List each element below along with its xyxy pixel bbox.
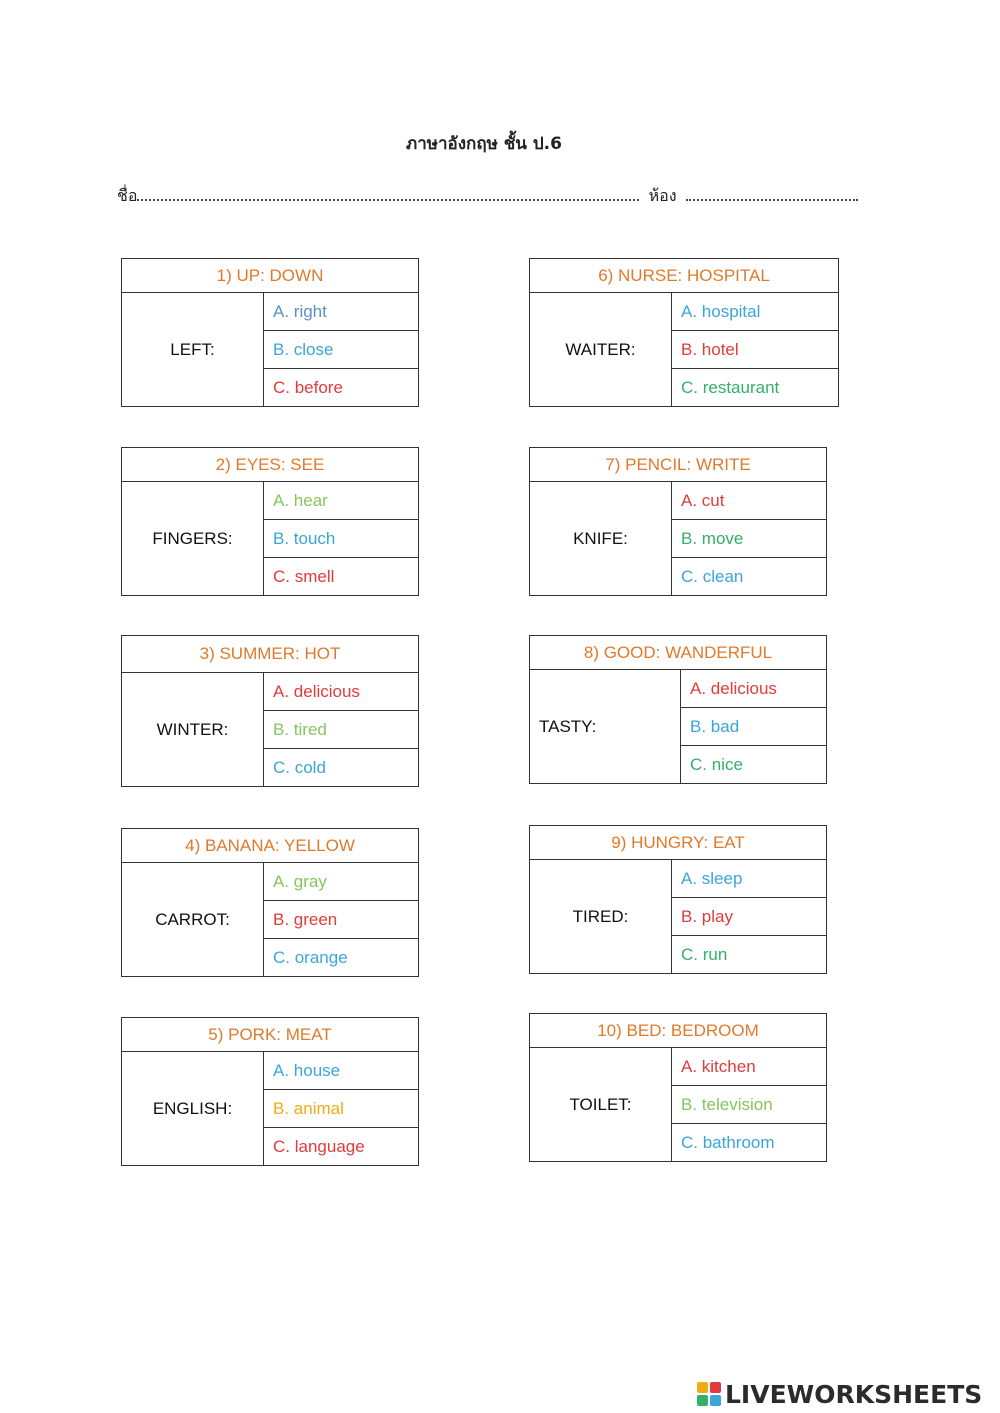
option-a[interactable]: A. delicious [681,670,827,708]
name-label: ชื่อ [117,186,138,205]
question-heading: 9) HUNGRY: EAT [530,826,827,860]
option-a[interactable]: A. sleep [672,860,827,898]
liveworksheets-logo [697,1378,982,1410]
question-stem: WINTER: [122,673,264,787]
option-a[interactable]: A. right [264,293,419,331]
option-b[interactable]: B. tired [264,711,419,749]
question-heading: 1) UP: DOWN [122,259,419,293]
option-c[interactable]: C. nice [681,746,827,784]
option-a[interactable]: A. hear [264,482,419,520]
logo-mark-icon [697,1382,721,1406]
option-b[interactable]: B. move [672,520,827,558]
question-stem: WAITER: [530,293,672,407]
question-stem: KNIFE: [530,482,672,596]
question-6 [529,258,839,407]
question-stem: FINGERS: [122,482,264,596]
question-heading: 7) PENCIL: WRITE [530,448,827,482]
option-b[interactable]: B. play [672,898,827,936]
question-heading: 5) PORK: MEAT [122,1018,419,1052]
question-10 [529,1013,827,1162]
question-heading: 4) BANANA: YELLOW [122,829,419,863]
question-stem: TOILET: [530,1048,672,1162]
option-a[interactable]: A. cut [672,482,827,520]
question-8 [529,635,827,784]
option-b[interactable]: B. hotel [672,331,839,369]
question-4 [121,828,419,977]
question-9 [529,825,827,974]
option-b[interactable]: B. close [264,331,419,369]
question-5 [121,1017,419,1166]
question-heading: 3) SUMMER: HOT [122,636,419,673]
question-heading: 6) NURSE: HOSPITAL [530,259,839,293]
question-stem: CARROT: [122,863,264,977]
option-c[interactable]: C. language [264,1128,419,1166]
option-c[interactable]: C. cold [264,749,419,787]
option-c[interactable]: C. smell [264,558,419,596]
question-1 [121,258,419,407]
name-field[interactable] [137,185,639,201]
question-heading: 10) BED: BEDROOM [530,1014,827,1048]
question-stem: ENGLISH: [122,1052,264,1166]
option-b[interactable]: B. bad [681,708,827,746]
question-heading: 8) GOOD: WANDERFUL [530,636,827,670]
name-room-line [117,184,857,209]
page-title: ภาษาอังกฤษ ชั้น ป.6 [406,134,562,154]
question-3 [121,635,419,787]
question-2 [121,447,419,596]
option-a[interactable]: A. kitchen [672,1048,827,1086]
option-a[interactable]: A. delicious [264,673,419,711]
option-b[interactable]: B. television [672,1086,827,1124]
room-label: ห้อง [648,186,677,205]
option-c[interactable]: C. before [264,369,419,407]
option-a[interactable]: A. hospital [672,293,839,331]
room-field[interactable] [686,185,858,201]
option-c[interactable]: C. restaurant [672,369,839,407]
logo-text: LIVEWORKSHEETS [725,1379,983,1409]
question-stem: TIRED: [530,860,672,974]
option-a[interactable]: A. gray [264,863,419,901]
option-c[interactable]: C. orange [264,939,419,977]
question-stem: LEFT: [122,293,264,407]
question-heading: 2) EYES: SEE [122,448,419,482]
question-stem: TASTY: [530,670,681,784]
option-b[interactable]: B. animal [264,1090,419,1128]
question-7 [529,447,827,596]
option-c[interactable]: C. bathroom [672,1124,827,1162]
option-b[interactable]: B. touch [264,520,419,558]
option-c[interactable]: C. run [672,936,827,974]
option-a[interactable]: A. house [264,1052,419,1090]
option-b[interactable]: B. green [264,901,419,939]
option-c[interactable]: C. clean [672,558,827,596]
